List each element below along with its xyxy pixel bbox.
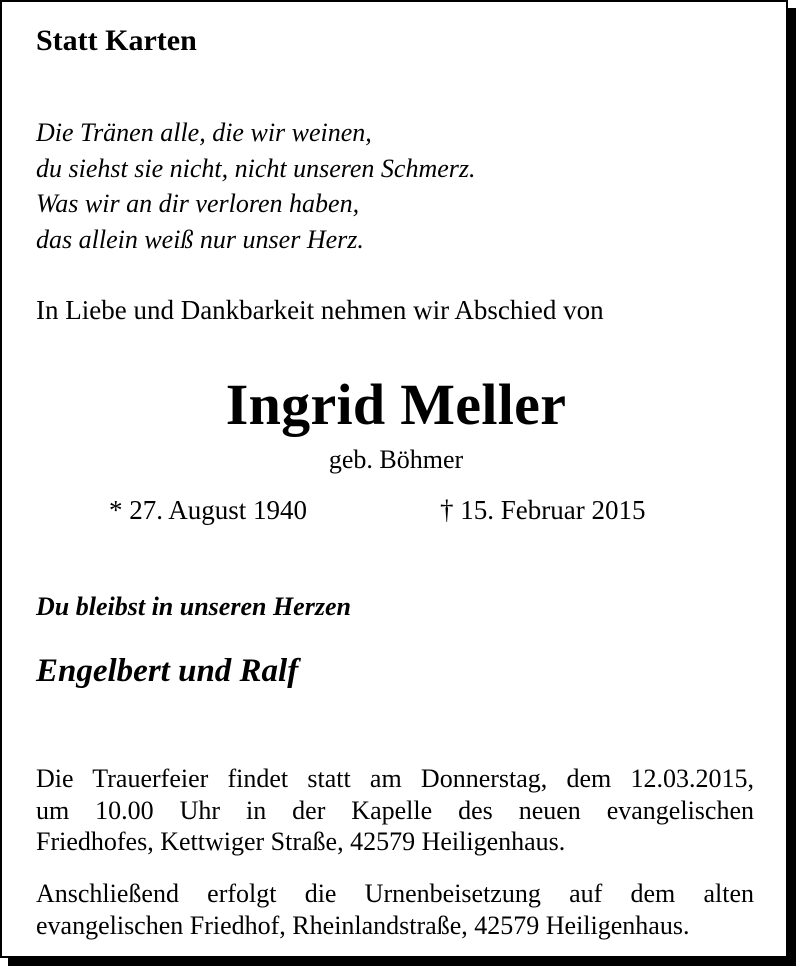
mourners: Engelbert und Ralf	[36, 653, 299, 689]
intro-text: In Liebe und Dankbarkeit nehmen wir Abschied von	[36, 295, 604, 325]
poem-line: das allein weiß nur unser Herz.	[36, 224, 364, 254]
notice-header: Statt Karten	[36, 24, 197, 57]
funeral-info-line: Die Trauerfeier findet statt am Donnerstag, dem 12.03.2015,	[36, 764, 754, 793]
burial-info-line: Anschließend erfolgt die Urnenbeisetzung auf dem alten	[36, 879, 754, 908]
poem-line: du siehst sie nicht, nicht unseren Schmerz.	[36, 153, 476, 183]
motto: Du bleibst in unseren Herzen	[36, 592, 351, 621]
deceased-name: Ingrid Meller	[225, 372, 567, 437]
funeral-info-line: Friedhofes, Kettwiger Straße, 42579 Heiligenhaus.	[36, 827, 566, 856]
death-date: † 15. Februar 2015	[440, 495, 646, 525]
burial-info-line: evangelischen Friedhof, Rheinlandstraße, 42579 Heiligenhaus.	[36, 910, 690, 940]
poem-line: Die Tränen alle, die wir weinen,	[36, 118, 372, 147]
funeral-info	[36, 763, 754, 858]
burial-info	[36, 878, 754, 941]
maiden-name: geb. Böhmer	[328, 445, 464, 474]
birth-date: * 27. August 1940	[109, 495, 308, 525]
funeral-info-line: um 10.00 Uhr in der Kapelle des neuen evangelischen	[36, 795, 754, 825]
poem-line: Was wir an dir verloren haben,	[36, 189, 360, 218]
poem	[36, 115, 476, 257]
